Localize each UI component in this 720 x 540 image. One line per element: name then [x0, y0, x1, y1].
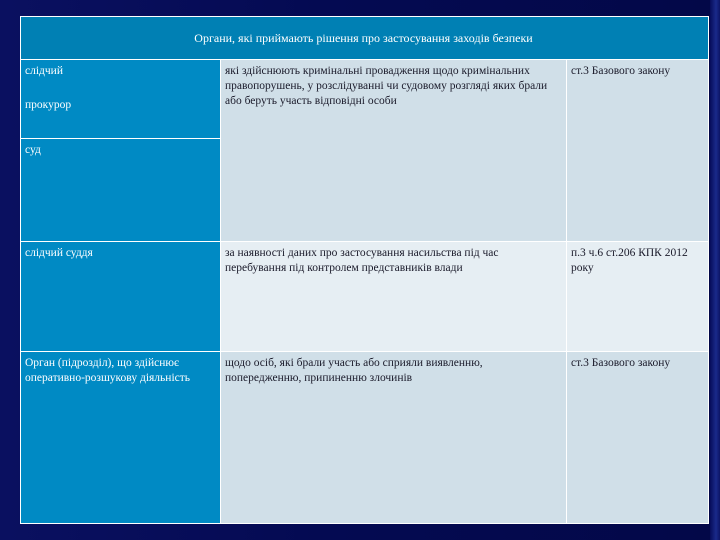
- organs-cell: [21, 60, 221, 242]
- organ-operative-unit: Орган (підрозділ), що здійснює оперативно-розшукову діяльність: [25, 357, 191, 384]
- table-header: Органи, які приймають рішення про застосування заходів безпеки: [21, 17, 709, 60]
- organs-stack: [21, 60, 220, 241]
- organs-cell: [21, 242, 221, 352]
- description-text: щодо осіб, які брали участь або сприяли виявленню, попередженню, припиненню злочинів: [225, 357, 483, 384]
- basis-cell: [567, 60, 709, 242]
- description-cell: [221, 352, 567, 524]
- organ-investigating-judge: слідчий суддя: [25, 247, 93, 259]
- table-header-row: [21, 17, 709, 60]
- table-row: [21, 60, 709, 242]
- basis-text: п.3 ч.6 ст.206 КПК 2012 року: [571, 247, 688, 274]
- description-cell: [221, 242, 567, 352]
- slide-decoration-bar: [710, 0, 720, 540]
- basis-cell: [567, 352, 709, 524]
- organ-investigator: слідчий: [25, 65, 63, 77]
- table-row: [21, 352, 709, 524]
- description-text: за наявності даних про застосування насильства під час перебування під контролем представників влади: [225, 247, 499, 274]
- description-cell: [221, 60, 567, 242]
- table-row: [21, 242, 709, 352]
- basis-text: ст.3 Базового закону: [571, 357, 671, 369]
- security-measures-table: [20, 16, 708, 524]
- basis-text: ст.3 Базового закону: [571, 65, 671, 77]
- table: [20, 16, 709, 524]
- organ-court: суд: [21, 138, 220, 241]
- organ-prosecutor: прокурор: [25, 99, 72, 111]
- organs-cell: [21, 352, 221, 524]
- basis-cell: [567, 242, 709, 352]
- description-text: які здійснюють кримінальні провадження щодо кримінальних правопорушень, у розслідуванні чи судовому розгляді яких брали або беруть участь відповідні особи: [225, 65, 548, 107]
